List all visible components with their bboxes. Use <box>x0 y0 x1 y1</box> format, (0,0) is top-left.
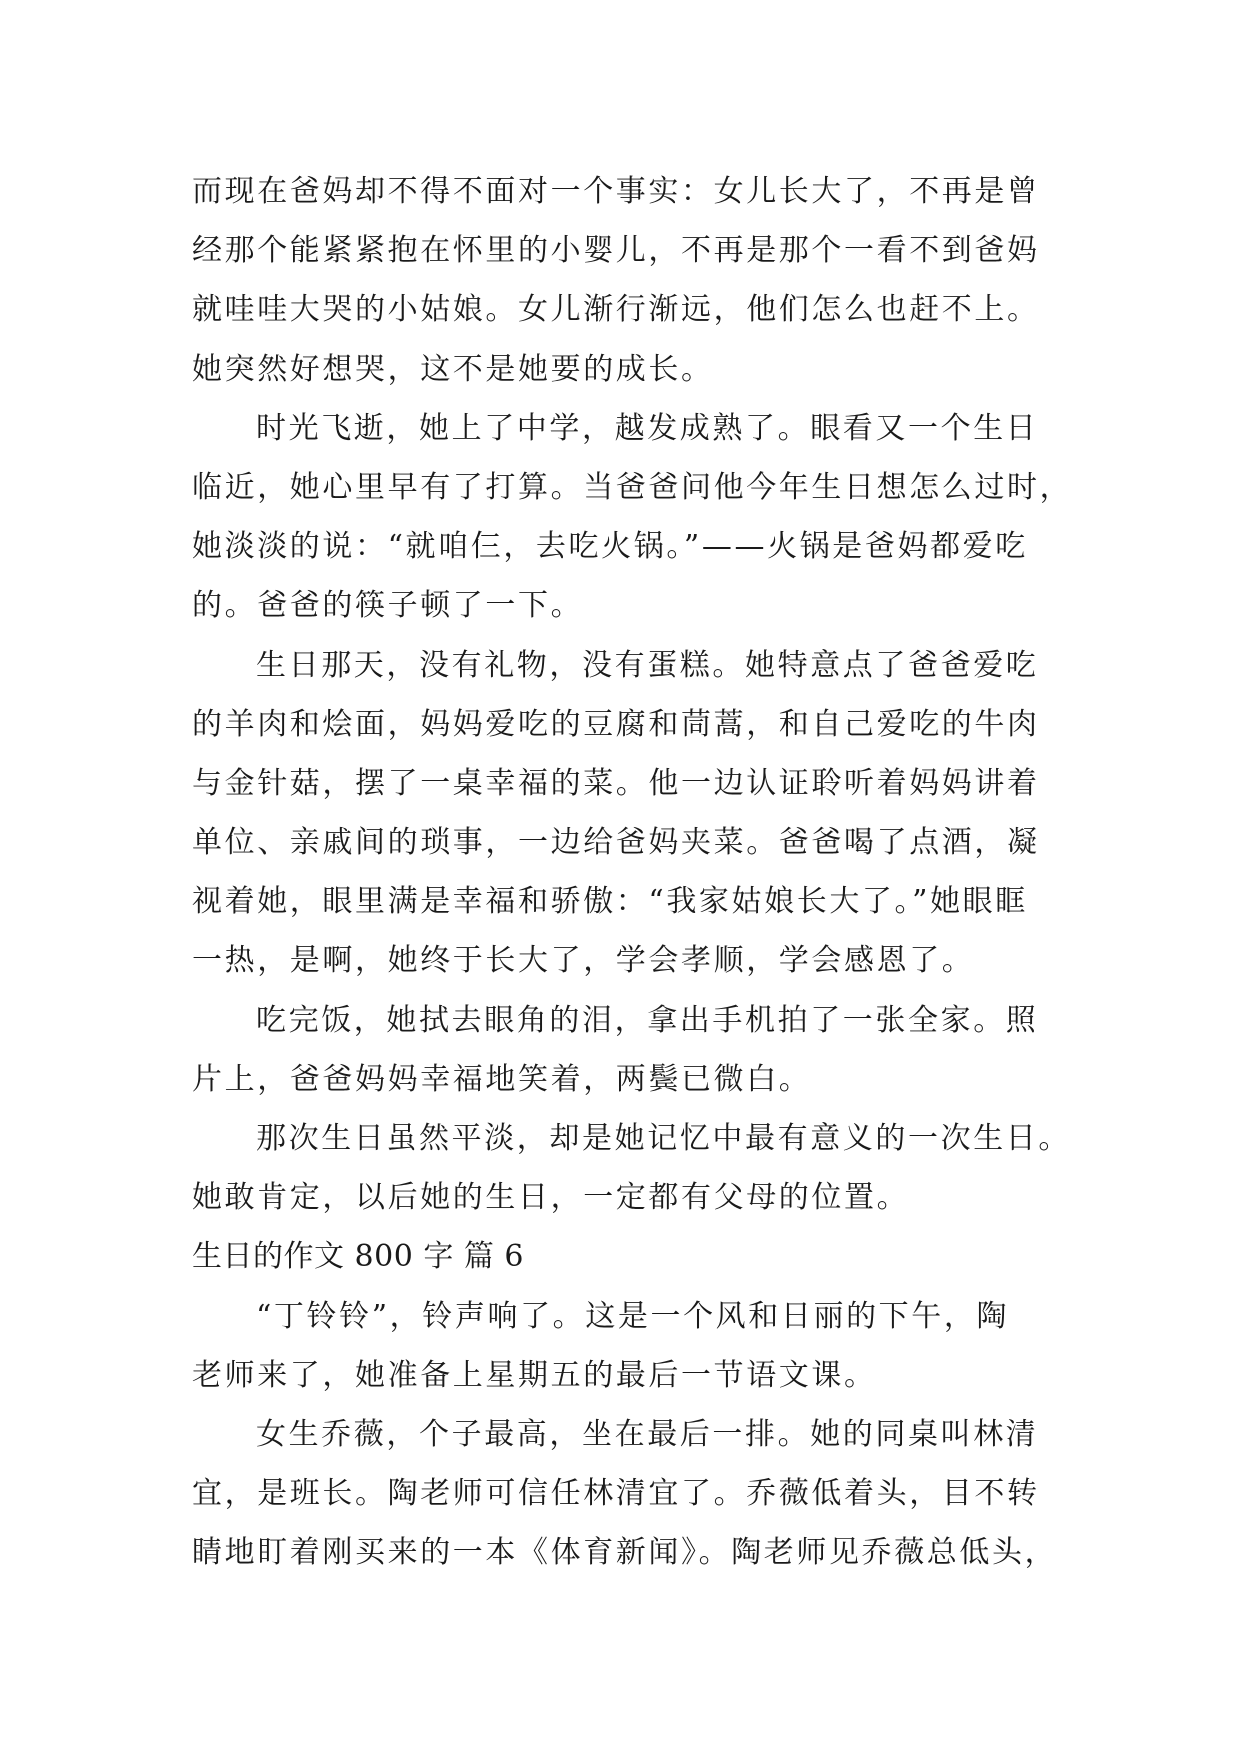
text-line: 经那个能紧紧抱在怀里的小婴儿，不再是那个一看不到爸妈 <box>192 233 1040 269</box>
text-line: 睛地盯着刚买来的一本《体育新闻》。陶老师见乔薇总低头， <box>192 1535 1058 1571</box>
essay-body <box>192 162 1072 1583</box>
text-line: 视着她，眼里满是幸福和骄傲：“我家姑娘长大了。”她眼眶 <box>192 884 1028 920</box>
text-line: 她突然好想哭，这不是她要的成长。 <box>192 351 714 387</box>
text-line: 而现在爸妈却不得不面对一个事实：女儿长大了，不再是曾 <box>192 174 1040 209</box>
paragraph-first-line: 吃完饭，她拭去眼角的泪，拿出手机拍了一张全家。照 <box>256 1002 1039 1038</box>
text-line: 的羊肉和烩面，妈妈爱吃的豆腐和茼蒿，和自己爱吃的牛肉 <box>192 706 1040 742</box>
text-line: 宜，是班长。陶老师可信任林清宜了。乔薇低着头，目不转 <box>192 1476 1040 1512</box>
paragraph-first-line: 那次生日虽然平淡，却是她记忆中最有意义的一次生日。 <box>256 1121 1071 1156</box>
text-line: 临近，她心里早有了打算。当爸爸问他今年生日想怎么过时， <box>192 469 1073 505</box>
text-line: 她敢肯定，以后她的生日，一定都有父母的位置。 <box>192 1180 910 1216</box>
paragraph-first-line: “丁铃铃”，铃声响了。这是一个风和日丽的下午，陶 <box>256 1298 1010 1334</box>
text-line: 一热，是啊，她终于长大了，学会孝顺，学会感恩了。 <box>192 943 975 979</box>
text-line: 单位、亲戚间的琐事，一边给爸妈夹菜。爸爸喝了点酒，凝 <box>192 825 1040 861</box>
text-line: 就哇哇大哭的小姑娘。女儿渐行渐远，他们怎么也赶不上。 <box>192 292 1040 328</box>
text-line: 老师来了，她准备上星期五的最后一节语文课。 <box>192 1357 877 1393</box>
paragraph-first-line: 时光飞逝，她上了中学，越发成熟了。眼看又一个生日 <box>256 410 1039 446</box>
paragraph-first-line: 女生乔薇，个子最高，坐在最后一排。她的同桌叫林清 <box>256 1416 1039 1452</box>
text-line: 与金针菇，摆了一桌幸福的菜。他一边认证聆听着妈妈讲着 <box>192 765 1040 801</box>
paragraph-first-line: 生日那天，没有礼物，没有蛋糕。她特意点了爸爸爱吃 <box>256 647 1039 683</box>
text-line: 片上，爸爸妈妈幸福地笑着，两鬓已微白。 <box>192 1061 812 1097</box>
section-heading: 生日的作文 800 字 篇 6 <box>192 1239 524 1275</box>
text-line: 的。爸爸的筷子顿了一下。 <box>192 588 584 624</box>
text-line: 她淡淡的说：“就咱仨，去吃火锅。”——火锅是爸妈都爱吃 <box>192 529 1028 565</box>
